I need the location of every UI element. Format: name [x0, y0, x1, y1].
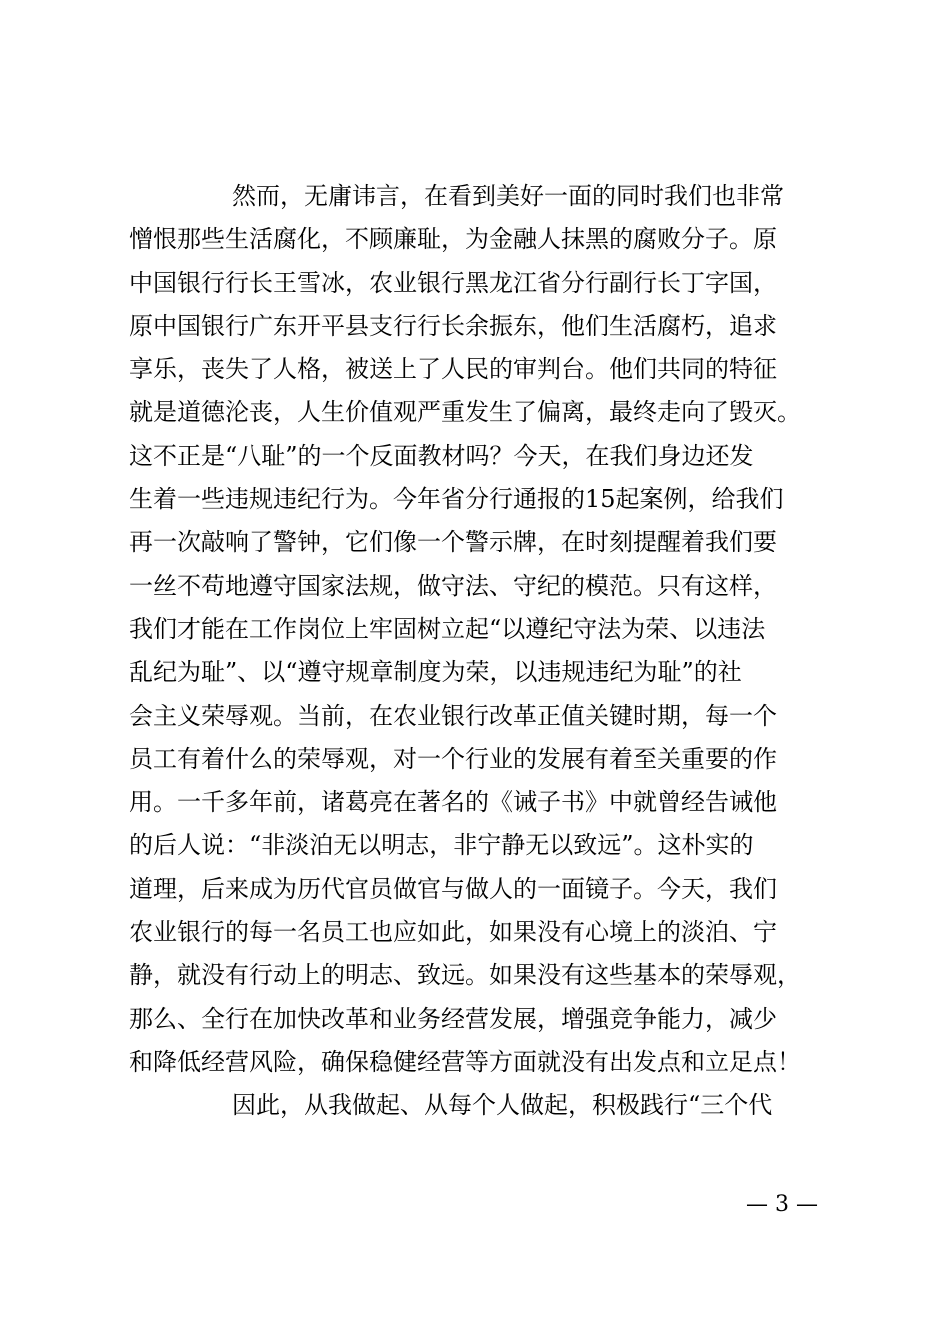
paragraph-line: 乱纪为耻”、以“遵守规章制度为荣，以违规违纪为耻”的社: [129, 658, 742, 687]
paragraph-line: 中国银行行长王雪冰，农业银行黑龙江省分行副行长丁字国，: [129, 268, 777, 297]
paragraph-line: 静，就没有行动上的明志、致远。如果没有这些基本的荣辱观，: [129, 961, 801, 990]
paragraph-line: 原中国银行广东开平县支行行长余振东，他们生活腐朽，追求: [129, 311, 777, 340]
paragraph-line: 就是道德沦丧，人生价值观严重发生了偏离，最终走向了毁灭。: [129, 398, 801, 427]
paragraph-line: 我们才能在工作岗位上牢固树立起“以遵纪守法为荣、以违法: [129, 614, 766, 643]
paragraph-line: 一丝不苟地遵守国家法规，做守法、守纪的模范。只有这样，: [129, 571, 777, 600]
paragraph-line: 员工有着什么的荣辱观，对一个行业的发展有着至关重要的作: [129, 744, 777, 773]
paragraph-line: 的后人说：“非淡泊无以明志，非宁静无以致远”。这朴实的: [129, 831, 754, 860]
paragraph-line: 道理，后来成为历代官员做官与做人的一面镜子。今天，我们: [129, 874, 777, 903]
page-number: — 3 —: [746, 1192, 818, 1217]
paragraph-line: 和降低经营风险，确保稳健经营等方面就没有出发点和立足点！: [129, 1047, 801, 1076]
paragraph-line: 农业银行的每一名员工也应如此，如果没有心境上的淡泊、宁: [129, 918, 777, 947]
body-text: [129, 175, 829, 1128]
paragraph-line: 享乐，丧失了人格，被送上了人民的审判台。他们共同的特征: [129, 355, 777, 384]
paragraph-line: 那么、全行在加快改革和业务经营发展，增强竞争能力，减少: [129, 1004, 777, 1033]
paragraph-line: 憎恨那些生活腐化，不顾廉耻，为金融人抹黑的腐败分子。原: [129, 225, 777, 254]
paragraph-line: 这不正是“八耻”的一个反面教材吗？今天，在我们身边还发: [129, 441, 754, 470]
paragraph-line: 再一次敲响了警钟，它们像一个警示牌，在时刻提醒着我们要: [129, 528, 777, 557]
paragraph-line: 然而，无庸讳言，在看到美好一面的同时我们也非常: [232, 182, 784, 210]
paragraph-line: 会主义荣辱观。当前，在农业银行改革正值关键时期，每一个: [129, 701, 777, 730]
paragraph-line: 生着一些违规违纪行为。今年省分行通报的15起案例，给我们: [129, 485, 784, 514]
paragraph-line: 用。一千多年前，诸葛亮在著名的《诫子书》中就曾经告诫他: [129, 788, 777, 817]
paragraph-line: 因此，从我做起、从每个人做起，积极践行“三个代: [232, 1091, 773, 1120]
